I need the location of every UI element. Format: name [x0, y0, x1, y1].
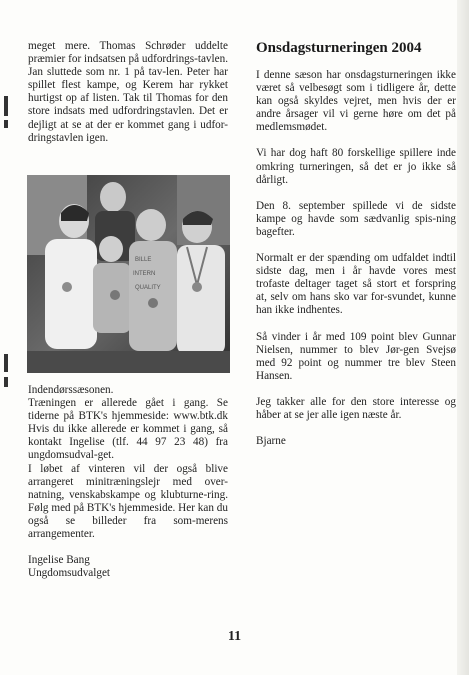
- binding-mark: [4, 120, 8, 128]
- right-signature: Bjarne: [256, 435, 286, 448]
- svg-text:BILLE: BILLE: [135, 257, 152, 263]
- right-paragraph-6: Jeg takker alle for den store interesse og håber at se jer alle igen næste år.: [256, 395, 456, 421]
- binding-mark: [4, 354, 8, 372]
- right-paragraph-5: Så vinder i år med 109 point blev Gunnar Nielsen, nummer to blev Jør-gen Svejsø med 92 point og nummer tre blev Steen Hansen.: [256, 330, 456, 382]
- right-column: [256, 40, 456, 448]
- article-heading: Onsdagsturneringen 2004: [256, 40, 422, 56]
- left-paragraph-1: meget mere. Thomas Schrøder uddelte præmier for indsatsen på udfordrings-tavlen. Jan sluttede som nr. 1 på tav-len. Peter har spillet flest kampe, og Kerem har rykket hurtigst op af listen. Tak til Thomas for den store indsats med udfordringstavlen. Det er dejligt at se at der er kommet gang i udfor-dringstavlen igen.: [28, 40, 228, 144]
- right-paragraph-2: Vi har dog haft 80 forskellige spillere inde omkring turneringen, så det er jo ikke så dårligt.: [256, 147, 456, 186]
- left-signature-name: Ingelise Bang: [28, 554, 90, 567]
- left-column-bottom: [28, 384, 228, 580]
- page-edge-shadow: [457, 0, 469, 675]
- left-paragraph-2: Træningen er allerede gået i gang. Se tiderne på BTK's hjemmeside: www.btk.dk Hvis du ikke allerede er kommet i gang, så kontakt Ingelise (tlf. 44 97 23 48) fra ungdomsudval-get.: [28, 397, 228, 462]
- binding-mark: [4, 96, 8, 116]
- group-photo-image: [27, 175, 230, 373]
- left-signature-committee: Ungdomsudvalget: [28, 567, 111, 580]
- group-photo: [27, 175, 230, 373]
- left-paragraph-3: I løbet af vinteren vil der også blive arrangeret minitræningslejr med over-natning, venskabskampe og klubturne-ring. Følg med på BTK's hjemmeside. Her kan du også se billeder fra som-merens arrangementer.: [28, 462, 228, 541]
- left-column-top: [28, 40, 228, 145]
- binding-mark: [4, 377, 8, 387]
- left-section-heading: Indendørssæsonen.: [28, 384, 114, 396]
- right-paragraph-1: I denne sæson har onsdagsturneringen ikke været så velbesøgt som i tidligere år, dette kan også skyldes vejret, men hvis der er andre årsager vil vi gerne høre om det på medlemsmødet.: [256, 69, 456, 134]
- svg-text:QUALITY: QUALITY: [135, 285, 161, 291]
- right-paragraph-3: Den 8. september spillede vi de sidste kampe og havde som sædvanlig spis-ning bagefter.: [256, 199, 456, 238]
- right-paragraph-4: Normalt er der spænding om udfaldet indtil sidste dag, men i år havde vores mest trofaste deltager taget så stort et forspring at, selv om hans sko var for-svundet, kunne han ikke indhentes.: [256, 252, 456, 317]
- svg-text:INTERN: INTERN: [133, 271, 156, 277]
- page-number: 11: [227, 629, 242, 644]
